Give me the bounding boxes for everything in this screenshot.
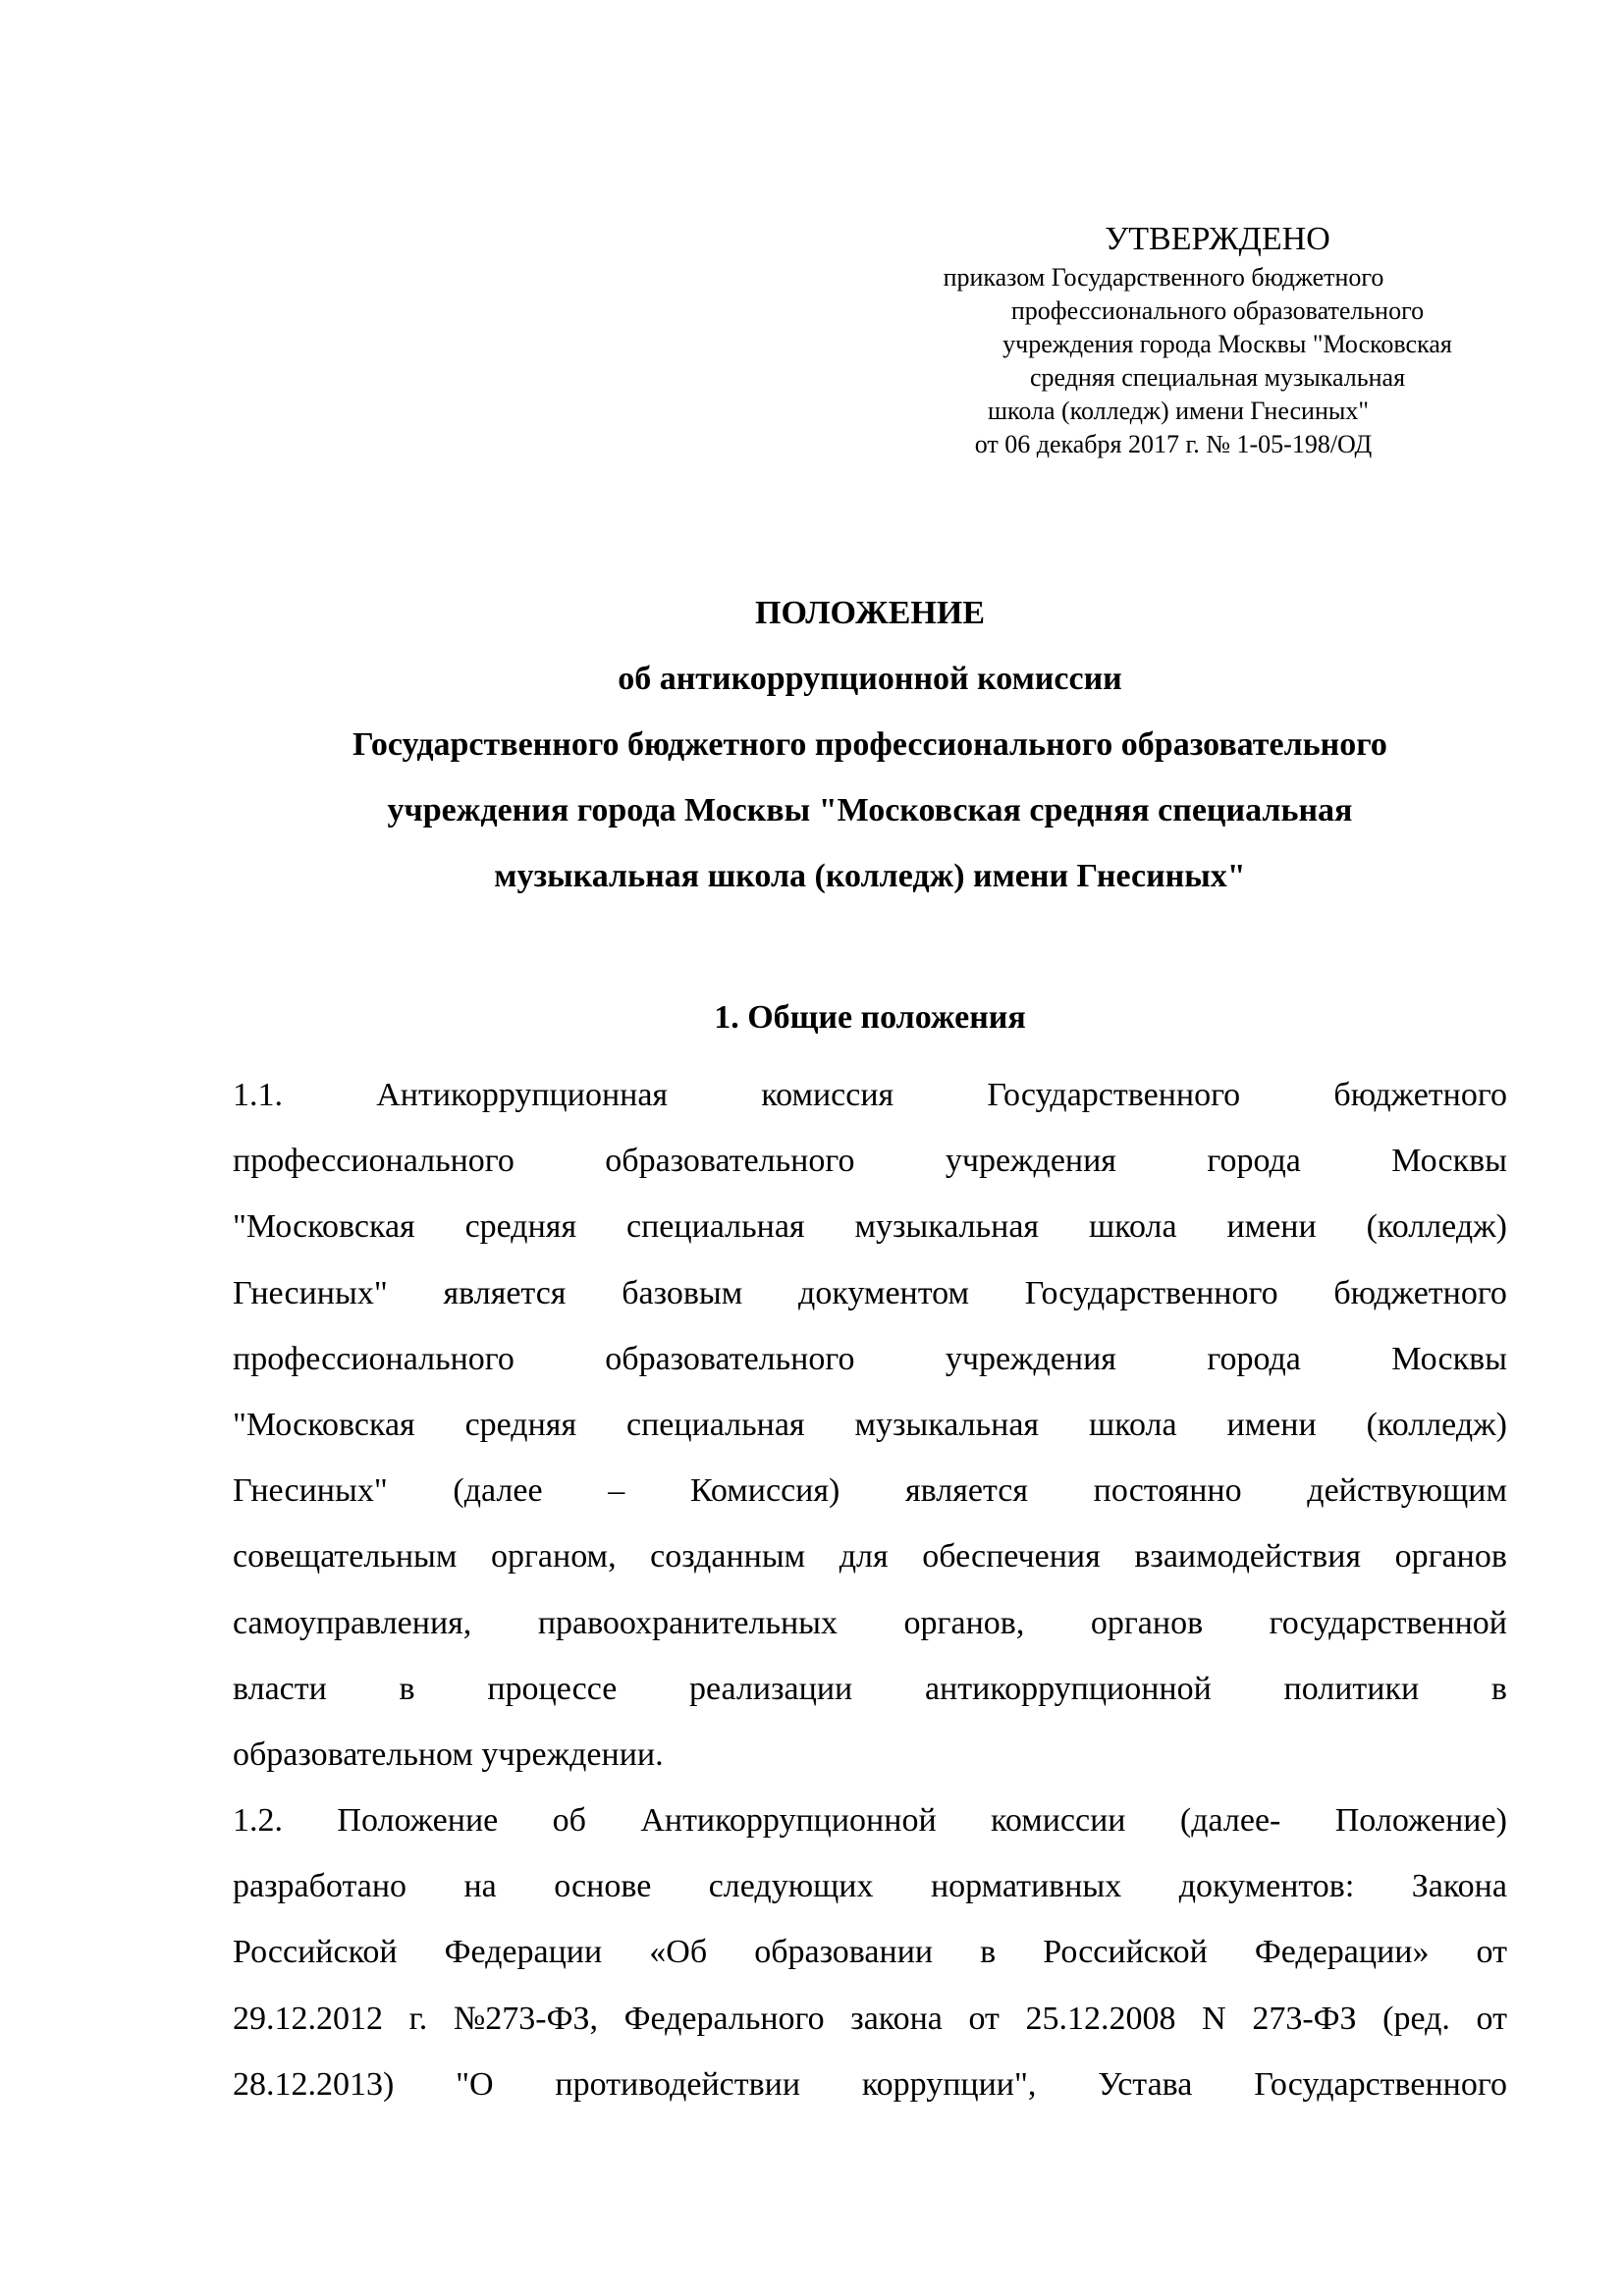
paragraph-line (233, 1853, 1507, 1919)
word: Гнесиных" (233, 1274, 388, 1311)
word: от (1476, 2000, 1507, 2037)
word: постоянно (1093, 1472, 1242, 1510)
document-title-block (233, 594, 1507, 896)
word: профессионального (233, 1340, 514, 1377)
word: от (968, 2000, 1000, 2037)
word: органов (1090, 1604, 1204, 1641)
approval-line: школа (колледж) имени Гнесиных" (988, 397, 1369, 425)
word: образовательном учреждении. (233, 1735, 664, 1773)
paragraph-line (233, 1722, 1507, 1788)
paragraph-line (233, 1128, 1507, 1194)
approval-line: средняя специальная музыкальная (1029, 363, 1406, 392)
word: города (1207, 1143, 1301, 1180)
word: Положение) (1334, 1802, 1507, 1840)
word: в (980, 1934, 997, 1971)
word: 1.2. (233, 1802, 283, 1840)
word: (далее (453, 1472, 543, 1510)
word: органом, (490, 1538, 617, 1575)
word: Федерального (623, 2000, 825, 2037)
word: школа (1088, 1406, 1177, 1443)
paragraph-line (233, 1656, 1507, 1722)
paragraph-line (233, 1590, 1507, 1656)
word: в (1490, 1670, 1507, 1707)
word: музыкальная (854, 1406, 1040, 1443)
approval-line: приказом Государственного бюджетного (943, 263, 1384, 292)
word: (колледж) (1366, 1406, 1507, 1443)
document-subtitle-line: учреждения города Москвы "Московская средняя специальная (387, 792, 1353, 828)
word: средняя (464, 1208, 577, 1246)
word: учреждения (945, 1143, 1116, 1180)
paragraph-line (233, 2052, 1507, 2117)
word: имени (1226, 1406, 1317, 1443)
word: обеспечения (922, 1538, 1101, 1575)
word: г. (408, 2000, 428, 2037)
word: бюджетного (1333, 1077, 1507, 1113)
word: N (1202, 2000, 1226, 2037)
word: является (905, 1472, 1028, 1510)
word: действующим (1307, 1472, 1507, 1510)
word: 29.12.2012 (233, 2000, 383, 2037)
word: Москвы (1391, 1340, 1507, 1377)
approval-stamp-block (923, 218, 1551, 461)
word: следующих (708, 1868, 874, 1905)
word: Антикоррупционной (640, 1802, 937, 1840)
approval-stamp-title: УТВЕРЖДЕНО (1105, 221, 1330, 257)
word: 25.12.2008 (1025, 2000, 1176, 2037)
word: бюджетного (1333, 1274, 1507, 1311)
word: Москвы (1391, 1143, 1507, 1180)
paragraph-line (233, 1194, 1507, 1259)
word: является (443, 1274, 567, 1311)
word: – (608, 1472, 625, 1510)
word: Федерации» (1254, 1934, 1430, 1971)
word: процессе (487, 1670, 618, 1707)
word: от (1476, 1934, 1507, 1971)
word: музыкальная (854, 1208, 1040, 1246)
word: образовательного (605, 1143, 855, 1180)
paragraph-line (233, 1523, 1507, 1589)
word: комиссии (991, 1802, 1126, 1840)
word: специальная (626, 1208, 805, 1246)
word: №273-ФЗ, (453, 2000, 598, 2037)
word: коррупции", (861, 2065, 1037, 2103)
word: в (399, 1670, 415, 1707)
word: Гнесиных" (233, 1472, 388, 1510)
word: базовым (622, 1274, 743, 1311)
word: правоохранительных (537, 1604, 839, 1641)
word: комиссия (761, 1077, 894, 1113)
paragraph-line (233, 1392, 1507, 1458)
word: образовании (754, 1934, 934, 1971)
word: Устава (1098, 2065, 1193, 2103)
word: имени (1226, 1208, 1317, 1246)
word: реализации (689, 1670, 853, 1707)
word: (колледж) (1366, 1208, 1507, 1246)
document-subtitle-line: об антикоррупционной комиссии (618, 661, 1122, 697)
word: 28.12.2013) (233, 2065, 395, 2103)
paragraph-line (233, 1788, 1507, 1853)
word: города (1207, 1340, 1301, 1377)
word: 1.1. (233, 1077, 283, 1113)
word: закона (850, 2000, 943, 2037)
word: средняя (464, 1406, 577, 1443)
word: документом (798, 1274, 970, 1311)
word: противодействии (555, 2065, 801, 2103)
paragraph-line (233, 1326, 1507, 1392)
paragraph-line (233, 1986, 1507, 2052)
word: Антикоррупционная (376, 1077, 669, 1113)
document-title: ПОЛОЖЕНИЕ (755, 595, 985, 631)
document-subtitle-line: Государственного бюджетного профессионального образовательного (352, 726, 1387, 763)
word: органов (1394, 1538, 1507, 1575)
word: образовательного (605, 1340, 855, 1377)
word: профессионального (233, 1143, 514, 1180)
word: учреждения (945, 1340, 1116, 1377)
word: взаимодействия (1134, 1538, 1362, 1575)
paragraph-line (233, 1458, 1507, 1523)
word: созданным (650, 1538, 806, 1575)
word: школа (1088, 1208, 1177, 1246)
paragraph-line (233, 1062, 1507, 1128)
word: Положение (337, 1802, 499, 1840)
word: 273-ФЗ (1252, 2000, 1357, 2037)
word: "Московская (233, 1406, 415, 1443)
word: власти (233, 1670, 327, 1707)
section-body (233, 1062, 1507, 2117)
document-subtitle-line: музыкальная школа (колледж) имени Гнесиных" (494, 858, 1246, 894)
word: документов: (1178, 1868, 1355, 1905)
approval-line: учреждения города Москвы "Московская (1002, 330, 1452, 358)
word: Закона (1411, 1868, 1507, 1905)
section-heading: 1. Общие положения (714, 999, 1026, 1036)
word: Российской (1043, 1934, 1208, 1971)
word: (далее- (1179, 1802, 1281, 1840)
word: совещательным (233, 1538, 458, 1575)
word: самоуправления, (233, 1604, 472, 1641)
word: на (463, 1868, 497, 1905)
word: «Об (649, 1934, 708, 1971)
approval-line: от 06 декабря 2017 г. № 1-05-198/ОД (974, 430, 1373, 458)
word: Государственного (987, 1077, 1241, 1113)
word: специальная (626, 1406, 805, 1443)
paragraph-line (233, 1260, 1507, 1326)
word: Федерации (444, 1934, 603, 1971)
word: для (839, 1538, 889, 1575)
word: (ред. (1382, 2000, 1450, 2037)
word: политики (1283, 1670, 1420, 1707)
word: Государственного (1254, 2065, 1507, 2103)
paragraph-line (233, 1919, 1507, 1985)
word: Российской (233, 1934, 398, 1971)
word: "Московская (233, 1208, 415, 1246)
word: государственной (1269, 1604, 1507, 1641)
word: "О (456, 2065, 494, 2103)
word: об (552, 1802, 586, 1840)
word: Комиссия) (689, 1472, 840, 1510)
word: основе (554, 1868, 652, 1905)
word: разработано (233, 1868, 407, 1905)
word: органов, (903, 1604, 1025, 1641)
word: Государственного (1024, 1274, 1278, 1311)
word: антикоррупционной (924, 1670, 1212, 1707)
word: нормативных (930, 1868, 1122, 1905)
approval-line: профессионального образовательного (1010, 296, 1425, 325)
